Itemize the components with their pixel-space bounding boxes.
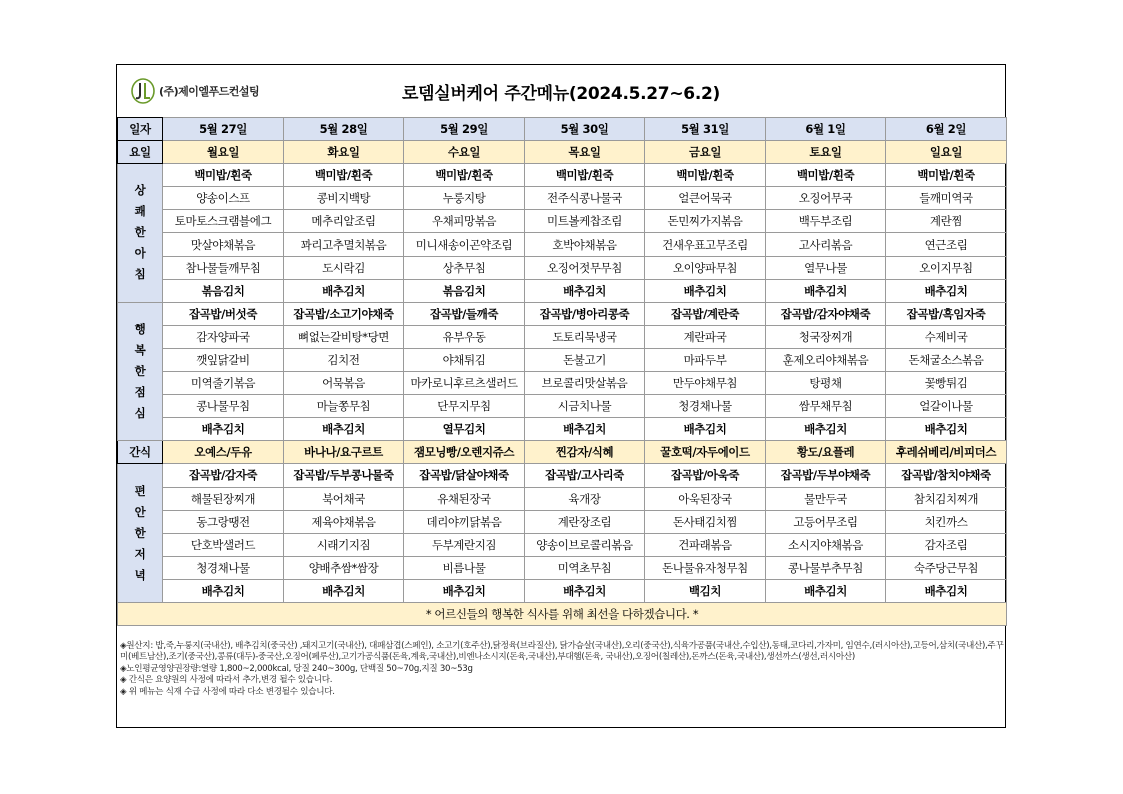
- breakfast-item: 연근조림: [886, 233, 1007, 256]
- table-row: [118, 556, 1007, 579]
- lunch-item: 계란파국: [645, 325, 766, 348]
- lunch-item: 마늘쫑무침: [284, 395, 404, 418]
- date-cell: 5월 29일: [404, 118, 525, 141]
- lunch-item: 배추김치: [525, 418, 645, 441]
- footnotes: [120, 641, 1004, 698]
- lunch-item: 배추김치: [645, 418, 766, 441]
- table-row: [118, 579, 1007, 602]
- lunch-item: 브로콜리맛살볶음: [525, 372, 645, 395]
- date-cell: 5월 28일: [284, 118, 404, 141]
- table-row: [118, 233, 1007, 256]
- lunch-label-char: 복: [134, 343, 146, 358]
- footnote-line: ◈노인평균영양권장량:열량 1,800~2,000kcal, 당질 240~300g, 단백질 50~70g,지질 30~53g: [120, 663, 473, 674]
- dinner-item: 백김치: [645, 579, 766, 602]
- dinner-item: 비름나물: [404, 556, 525, 579]
- lunch-item: 배추김치: [163, 418, 284, 441]
- lunch-label-char: 심: [134, 406, 146, 421]
- dinner-label-char: 한: [134, 525, 146, 540]
- breakfast-item: 콩비지백탕: [284, 187, 404, 210]
- menu-sheet: [116, 64, 1006, 728]
- table-row: [118, 348, 1007, 371]
- breakfast-item: 호박야채볶음: [525, 233, 645, 256]
- snack-item: 바나나/요구르트: [284, 441, 404, 464]
- breakfast-item: 전주식콩나물국: [525, 187, 645, 210]
- dinner-item: 두부계란지짐: [404, 533, 525, 556]
- dinner-item: 유채된장국: [404, 487, 525, 510]
- dinner-item: 잡곡밥/아욱죽: [645, 464, 766, 487]
- lunch-item: 열무김치: [404, 418, 525, 441]
- day-cell: 화요일: [284, 141, 404, 164]
- breakfast-item: 백미밥/흰죽: [284, 164, 404, 187]
- snack-item: 찐감자/식혜: [525, 441, 645, 464]
- table-row: [118, 372, 1007, 395]
- dinner-item: 물만두국: [766, 487, 886, 510]
- table-row: [118, 418, 1007, 441]
- footnote-line: ◈ 위 메뉴는 식재 수급 사정에 따라 다소 변경될수 있습니다.: [120, 686, 335, 697]
- snack-item: 꿀호떡/자두에이드: [645, 441, 766, 464]
- dinner-item: 시래기지짐: [284, 533, 404, 556]
- lunch-item: 어묵볶음: [284, 372, 404, 395]
- dinner-item: 잡곡밥/고사리죽: [525, 464, 645, 487]
- dinner-item: 잡곡밥/두부야채죽: [766, 464, 886, 487]
- dinner-item: 배추김치: [525, 579, 645, 602]
- breakfast-label-char: 아: [134, 246, 146, 261]
- dinner-item: 배추김치: [886, 579, 1007, 602]
- breakfast-item: 볶음김치: [404, 279, 525, 302]
- lunch-item: 잡곡밥/계란죽: [645, 302, 766, 325]
- dinner-item: 아욱된장국: [645, 487, 766, 510]
- table-row: [118, 441, 1007, 464]
- breakfast-item: 백미밥/흰죽: [766, 164, 886, 187]
- dinner-item: 북어채국: [284, 487, 404, 510]
- day-label: 요일: [118, 141, 163, 164]
- snack-item: 잼모닝빵/오렌지쥬스: [404, 441, 525, 464]
- lunch-item: 잡곡밥/흑임자죽: [886, 302, 1007, 325]
- lunch-item: 감자양파국: [163, 325, 284, 348]
- breakfast-label-char: 침: [134, 267, 146, 282]
- dinner-label-char: 저: [134, 546, 146, 561]
- dinner-item: 돈사태김치찜: [645, 510, 766, 533]
- table-row: [118, 256, 1007, 279]
- dinner-item: 잡곡밥/감자죽: [163, 464, 284, 487]
- page-title: 로뎀실버케어 주간메뉴(2024.5.27~6.2): [402, 84, 720, 104]
- breakfast-item: 백미밥/흰죽: [404, 164, 525, 187]
- breakfast-item: 백미밥/흰죽: [163, 164, 284, 187]
- breakfast-item: 열무나물: [766, 256, 886, 279]
- day-cell: 월요일: [163, 141, 284, 164]
- breakfast-item: 볶음김치: [163, 279, 284, 302]
- date-cell: 5월 27일: [163, 118, 284, 141]
- table-row: [118, 118, 1007, 141]
- snack-item: 황도/요플레: [766, 441, 886, 464]
- footnote-line: ◈ 간식은 요양원의 사정에 따라서 추가,변경 될수 있습니다.: [120, 675, 333, 686]
- lunch-item: 배추김치: [766, 418, 886, 441]
- table-row: [118, 325, 1007, 348]
- date-cell: 5월 31일: [645, 118, 766, 141]
- breakfast-item: 배추김치: [525, 279, 645, 302]
- day-cell: 일요일: [886, 141, 1007, 164]
- breakfast-item: 얼큰어묵국: [645, 187, 766, 210]
- date-cell: 6월 1일: [766, 118, 886, 141]
- table-row: [118, 302, 1007, 325]
- breakfast-item: 배추김치: [766, 279, 886, 302]
- lunch-label-char: 행: [134, 322, 146, 337]
- lunch-item: 야채튀김: [404, 348, 525, 371]
- lunch-item: 유부우동: [404, 325, 525, 348]
- breakfast-item: 건새우표고무조림: [645, 233, 766, 256]
- dinner-item: 잡곡밥/참치야채죽: [886, 464, 1007, 487]
- header: [117, 65, 1005, 118]
- dinner-item: 배추김치: [163, 579, 284, 602]
- dinner-item: 동그랑땡전: [163, 510, 284, 533]
- lunch-item: 돈불고기: [525, 348, 645, 371]
- date-label: 일자: [118, 118, 163, 141]
- lunch-item: 훈제오리야채볶음: [766, 348, 886, 371]
- lunch-item: 잡곡밥/병아리콩죽: [525, 302, 645, 325]
- breakfast-item: 오이지무침: [886, 256, 1007, 279]
- day-cell: 토요일: [766, 141, 886, 164]
- dinner-item: 잡곡밥/닭살야채죽: [404, 464, 525, 487]
- dinner-label-char: 편: [134, 483, 146, 498]
- lunch-item: 마카로니후르츠샐러드: [404, 372, 525, 395]
- dinner-item: 육개장: [525, 487, 645, 510]
- breakfast-item: 백미밥/흰죽: [886, 164, 1007, 187]
- lunch-item: 청국장찌개: [766, 325, 886, 348]
- dinner-item: 숙주당근무침: [886, 556, 1007, 579]
- dinner-item: 제육야채볶음: [284, 510, 404, 533]
- breakfast-item: 메추리알조림: [284, 210, 404, 233]
- table-row: [118, 164, 1007, 187]
- dinner-item: 감자조림: [886, 533, 1007, 556]
- dinner-item: 데리야끼닭볶음: [404, 510, 525, 533]
- breakfast-item: 백미밥/흰죽: [645, 164, 766, 187]
- dinner-item: 양송이브로콜리볶음: [525, 533, 645, 556]
- breakfast-item: 고사리볶음: [766, 233, 886, 256]
- notice-text: * 어르신들의 행복한 식사를 위해 최선을 다하겠습니다. *: [118, 602, 1007, 625]
- dinner-item: 계란장조림: [525, 510, 645, 533]
- lunch-item: 잡곡밥/버섯죽: [163, 302, 284, 325]
- dinner-item: 배추김치: [766, 579, 886, 602]
- day-cell: 금요일: [645, 141, 766, 164]
- dinner-item: 치킨까스: [886, 510, 1007, 533]
- lunch-item: 만두야채무침: [645, 372, 766, 395]
- lunch-item: 콩나물무침: [163, 395, 284, 418]
- dinner-item: 건파래볶음: [645, 533, 766, 556]
- breakfast-item: 도시락김: [284, 256, 404, 279]
- dinner-item: 참치김치찌개: [886, 487, 1007, 510]
- lunch-item: 시금치나물: [525, 395, 645, 418]
- table-row: [118, 187, 1007, 210]
- dinner-label-char: 안: [134, 504, 146, 519]
- lunch-item: 배추김치: [284, 418, 404, 441]
- breakfast-item: 양송이스프: [163, 187, 284, 210]
- lunch-item: 깻잎닭갈비: [163, 348, 284, 371]
- breakfast-item: 누룽지탕: [404, 187, 525, 210]
- dinner-item: 청경채나물: [163, 556, 284, 579]
- dinner-item: 해물된장찌개: [163, 487, 284, 510]
- breakfast-item: 백미밥/흰죽: [525, 164, 645, 187]
- breakfast-item: 배추김치: [284, 279, 404, 302]
- lunch-item: 잡곡밥/소고기야채죽: [284, 302, 404, 325]
- lunch-item: 쌈무채무침: [766, 395, 886, 418]
- breakfast-item: 돈민찌가지볶음: [645, 210, 766, 233]
- dinner-label: [118, 464, 163, 603]
- breakfast-label-char: 쾌: [134, 204, 146, 219]
- day-cell: 목요일: [525, 141, 645, 164]
- lunch-item: 마파두부: [645, 348, 766, 371]
- dinner-item: 잡곡밥/두부콩나물죽: [284, 464, 404, 487]
- lunch-item: 잡곡밥/감자야채죽: [766, 302, 886, 325]
- table-row: [118, 487, 1007, 510]
- dinner-item: 양배추쌈*쌈장: [284, 556, 404, 579]
- lunch-item: 잡곡밥/들깨죽: [404, 302, 525, 325]
- table-row: [118, 602, 1007, 625]
- lunch-item: 뼈없는갈비탕*당면: [284, 325, 404, 348]
- breakfast-item: 계란찜: [886, 210, 1007, 233]
- company-name: (주)제이엘푸드컨설팅: [159, 85, 260, 98]
- table-row: [118, 395, 1007, 418]
- lunch-label: [118, 302, 163, 441]
- lunch-item: 탕평채: [766, 372, 886, 395]
- dinner-item: 소시지야채볶음: [766, 533, 886, 556]
- breakfast-item: 토마토스크램블에그: [163, 210, 284, 233]
- dinner-item: 미역초무침: [525, 556, 645, 579]
- dinner-item: 콩나물부추무침: [766, 556, 886, 579]
- snack-item: 후레쉬베리/비피더스: [886, 441, 1007, 464]
- dinner-item: 배추김치: [404, 579, 525, 602]
- breakfast-item: 백두부조림: [766, 210, 886, 233]
- lunch-item: 수제비국: [886, 325, 1007, 348]
- lunch-item: 꽃빵튀김: [886, 372, 1007, 395]
- day-cell: 수요일: [404, 141, 525, 164]
- breakfast-item: 들깨미역국: [886, 187, 1007, 210]
- dinner-item: 고등어무조림: [766, 510, 886, 533]
- lunch-item: 돈채굴소스볶음: [886, 348, 1007, 371]
- breakfast-item: 미트볼케찹조림: [525, 210, 645, 233]
- breakfast-item: 배추김치: [645, 279, 766, 302]
- breakfast-item: 오징어무국: [766, 187, 886, 210]
- lunch-label-char: 한: [134, 364, 146, 379]
- weekly-menu-table: [117, 117, 1007, 626]
- breakfast-label-char: 상: [134, 183, 146, 198]
- table-row: [118, 510, 1007, 533]
- snack-label: 간식: [118, 441, 163, 464]
- breakfast-item: 상추무침: [404, 256, 525, 279]
- lunch-item: 도토리묵냉국: [525, 325, 645, 348]
- breakfast-item: 우채피망볶음: [404, 210, 525, 233]
- table-row: [118, 141, 1007, 164]
- breakfast-item: 오이양파무침: [645, 256, 766, 279]
- footnote-line: ◈원산지: 밥,죽,누룽지(국내산), 배추김치(중국산) ,돼지고기(국내산), 대패삼겹(스페인), 소고기(호주산),닭정육(브라질산), 닭가슴살(국내산),오리(중국산),식육가공품(국내산,수입산),동태,코다리,가자미, 임연수,(러시아산),고등어,삼치(국내산),주꾸미(베트남산),조기(중국산),콩류(대두)-중국산,오징어(페루산),고기가공식품(돈육,계육,국내산),비엔나소시지(돈육,국내산),부대햄(돈육, 국내산),오징어(칠레산),돈까스(돈육,국내산),생선까스(생선,러시아산): [120, 641, 1004, 663]
- table-row: [118, 464, 1007, 487]
- breakfast-label: [118, 164, 163, 303]
- lunch-item: 미역줄기볶음: [163, 372, 284, 395]
- breakfast-item: 맛살야채볶음: [163, 233, 284, 256]
- table-row: [118, 279, 1007, 302]
- breakfast-item: 오징어젓무무침: [525, 256, 645, 279]
- lunch-item: 얼갈이나물: [886, 395, 1007, 418]
- snack-item: 오예스/두유: [163, 441, 284, 464]
- dinner-label-char: 녁: [134, 567, 146, 582]
- date-cell: 6월 2일: [886, 118, 1007, 141]
- breakfast-item: 미니새송이곤약조림: [404, 233, 525, 256]
- lunch-item: 김치전: [284, 348, 404, 371]
- table-row: [118, 533, 1007, 556]
- breakfast-item: 배추김치: [886, 279, 1007, 302]
- breakfast-item: 참나물들깨무침: [163, 256, 284, 279]
- dinner-item: 배추김치: [284, 579, 404, 602]
- lunch-item: 단무지무침: [404, 395, 525, 418]
- dinner-item: 단호박샐러드: [163, 533, 284, 556]
- dinner-item: 돈나물유자청무침: [645, 556, 766, 579]
- breakfast-item: 꽈리고추멸치볶음: [284, 233, 404, 256]
- table-row: [118, 210, 1007, 233]
- lunch-item: 배추김치: [886, 418, 1007, 441]
- lunch-label-char: 점: [134, 385, 146, 400]
- lunch-item: 청경채나물: [645, 395, 766, 418]
- date-cell: 5월 30일: [525, 118, 645, 141]
- breakfast-label-char: 한: [134, 225, 146, 240]
